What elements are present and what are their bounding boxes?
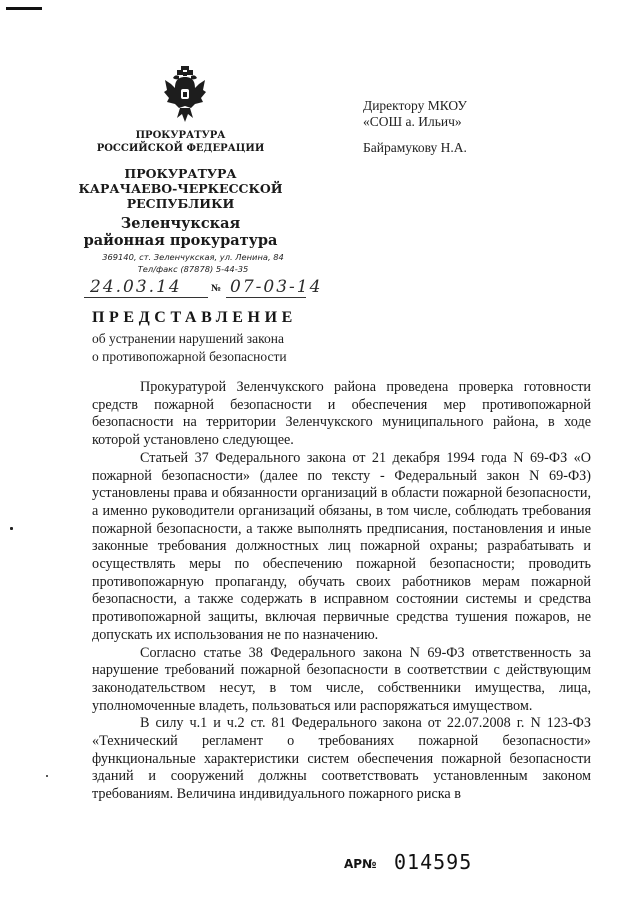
office-name-line1: ПРОКУРАТУРА xyxy=(135,130,226,141)
addressee-position: Директору МКОУ xyxy=(363,98,467,113)
scan-corner-mark xyxy=(6,7,42,10)
body-paragraph: Прокуратурой Зеленчукского района проведена проверка готовности средств пожарной безопасности и обеспечения мер противопожарной безопасности на территории Зеленчукского муниципального района, в ходе которой установлено следующее. xyxy=(92,379,591,449)
office-address: 369140, ст. Зеленчукская, ул. Ленина, 84 xyxy=(102,252,284,262)
form-serial-label: АР№ xyxy=(344,857,377,871)
scan-speck xyxy=(10,527,13,530)
number-sign: № xyxy=(211,283,222,294)
scan-speck xyxy=(46,775,48,777)
district-office-line1: Зеленчукская xyxy=(120,215,241,232)
document-subtitle-line2: о противопожарной безопасности xyxy=(92,349,287,364)
body-paragraph: Статьей 37 Федерального закона от 21 декабря 1994 года N 69-ФЗ «О пожарной безопасности» (далее по тексту - Федеральный закон N 69-ФЗ) установлены права и обязанности организаций в области пожарной безопасности, а именно руководители организаций обязаны, в том числе, соблюдать требования пожарной безопасности, а также выполнять предписания, постановления и иные законные требования должностных лиц пожарной охраны; разрабатывать и осуществлять меры по обеспечению пожарной безопасности; проводить противопожарную пропаганду, обучать своих работников мерам пожарной безопасности, а также содержать в исправном состоянии системы и средства противопожарной защиты, включая первичные средства тушения пожаров, не допускать их использования не по назначению. xyxy=(92,449,591,643)
number-underline xyxy=(226,297,306,298)
addressee-name: Байрамукову Н.А. xyxy=(363,140,467,155)
body-paragraph: В силу ч.1 и ч.2 ст. 81 Федерального закона от 22.07.2008 г. N 123-ФЗ «Технический регламент о требованиях пожарной безопасности» функциональные характеристики систем обеспечения пожарной безопасности зданий и сооружений должны соответствовать установленным законом требованиям. Величина индивидуального пожарного риска в xyxy=(92,715,591,803)
office-phone: Тел/факс (87878) 5-44-35 xyxy=(137,264,249,274)
document-subtitle-line1: об устранении нарушений закона xyxy=(92,331,284,346)
addressee-organization: «СОШ а. Ильич» xyxy=(363,114,462,129)
document-title: ПРЕДСТАВЛЕНИЕ xyxy=(92,309,297,326)
regional-office-line3: РЕСПУБЛИКИ xyxy=(126,196,235,211)
office-name-line2: РОССИЙСКОЙ ФЕДЕРАЦИИ xyxy=(96,143,265,154)
regional-office-line2: КАРАЧАЕВО-ЧЕРКЕССКОЙ xyxy=(78,181,283,196)
form-serial-number: 014595 xyxy=(394,850,473,874)
document-body xyxy=(92,379,591,804)
district-office-line2: районная прокуратура xyxy=(83,232,278,249)
handwritten-number: 07-03-14 xyxy=(230,277,323,297)
handwritten-date: 24.03.14 xyxy=(90,277,182,297)
body-paragraph: Согласно статье 38 Федерального закона N 69-ФЗ ответственность за нарушение требований пожарной безопасности в соответствии с действующим законодательством несут, в том числе, собственники имущества, лица, уполномоченные владеть, пользоваться или распоряжаться имуществом. xyxy=(92,644,591,714)
date-underline xyxy=(84,297,208,298)
regional-office-line1: ПРОКУРАТУРА xyxy=(124,166,237,181)
double-headed-eagle-emblem-icon xyxy=(163,62,207,126)
